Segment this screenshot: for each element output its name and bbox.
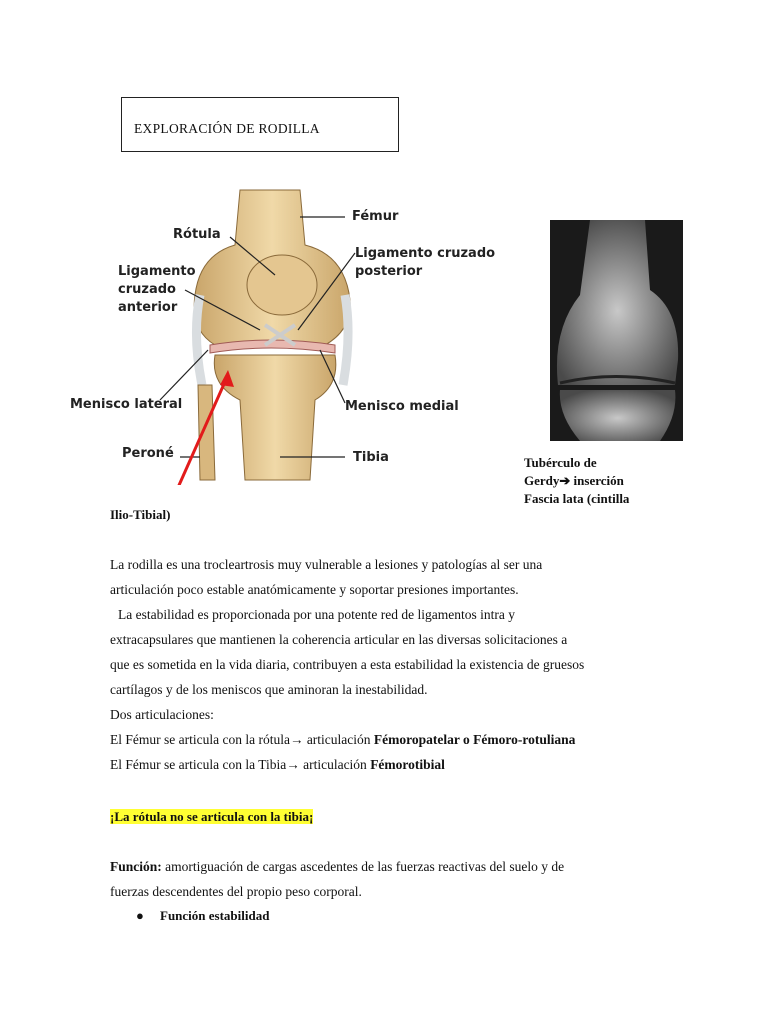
art1-bold: Fémoropatelar o Fémoro-rotuliana [373, 732, 576, 747]
caption-insercion: inserción [570, 473, 624, 488]
label-lca-3: anterior [118, 300, 178, 315]
bullet-item: Función estabilidad [160, 908, 270, 923]
fibula-bone [198, 385, 215, 480]
arrow-right-icon: → [289, 732, 304, 747]
text-line: que es sometida en la vida diaria, contribuyen a esta estabilidad la existencia de gruesos [110, 657, 585, 672]
articulation-2 [110, 752, 670, 777]
label-femur: Fémur [352, 209, 399, 224]
caption-line-1: Tubérculo de [524, 455, 597, 470]
label-lca-1: Ligamento [118, 264, 196, 279]
caption-gerdy: Gerdy [524, 473, 560, 488]
label-lcp-1: Ligamento cruzado [355, 246, 496, 261]
function-line-1 [110, 854, 670, 879]
lateral-ligament [196, 295, 202, 385]
knee-anatomy-diagram [60, 185, 520, 485]
text-line: cartílagos y de los meniscos que aminoran la inestabilidad. [110, 682, 428, 697]
text-line: La estabilidad es proporcionada por una potente red de ligamentos intra y [118, 607, 515, 622]
label-menisco-lateral: Menisco lateral [70, 397, 183, 412]
bullet-icon: ● [136, 908, 144, 923]
text-line: extracapsulares que mantienen la coherencia articular en las diversas solicitaciones a [110, 632, 568, 647]
art1-mid: articulación [303, 732, 374, 747]
function-paragraph [110, 854, 670, 904]
label-lcp-2: posterior [355, 264, 423, 279]
art1-pre: El Fémur se articula con la rótula [110, 732, 290, 747]
gerdy-arrow [148, 375, 228, 485]
text-line: Dos articulaciones: [110, 707, 214, 722]
label-rotula: Rótula [173, 227, 221, 242]
highlight-note [110, 808, 313, 826]
art2-bold: Fémorotibial [370, 757, 445, 772]
label-lca-2: cruzado [118, 282, 176, 297]
label-tibia: Tibia [353, 450, 389, 465]
art2-mid: articulación [299, 757, 371, 772]
function-text: amortiguación de cargas ascedentes de las fuerzas reactivas del suelo y de [161, 859, 565, 874]
label-menisco-medial: Menisco medial [345, 399, 459, 414]
highlight-text: ¡La rótula no se articula con la tibia¡ [110, 809, 314, 824]
function-label: Función: [110, 859, 162, 874]
arrow-right-icon: → [286, 757, 300, 772]
function-line-2: fuerzas descendentes del propio peso corporal. [110, 884, 362, 899]
knee-xray-image [550, 220, 683, 441]
articulation-1 [110, 727, 670, 752]
text-line: articulación poco estable anatómicamente y soportar presiones importantes. [110, 582, 519, 597]
document-title: EXPLORACIÓN DE RODILLA [134, 121, 320, 136]
arrow-right-icon: ➔ [559, 473, 571, 488]
caption-line-3: Fascia lata (cintilla [524, 491, 630, 506]
caption-line-2 [524, 472, 684, 490]
tibia-bone [214, 355, 336, 480]
paragraph-1 [110, 552, 670, 777]
text-line: La rodilla es una trocleartrosis muy vulnerable a lesiones y patologías al ser una [110, 557, 543, 572]
patella-bone [247, 255, 317, 315]
gerdy-caption [524, 454, 684, 508]
medial-ligament [343, 295, 348, 385]
label-perone: Peroné [122, 446, 174, 461]
caption-line-4: Ilio-Tibial) [110, 507, 171, 522]
art2-pre: El Fémur se articula con la Tibia [110, 757, 287, 772]
